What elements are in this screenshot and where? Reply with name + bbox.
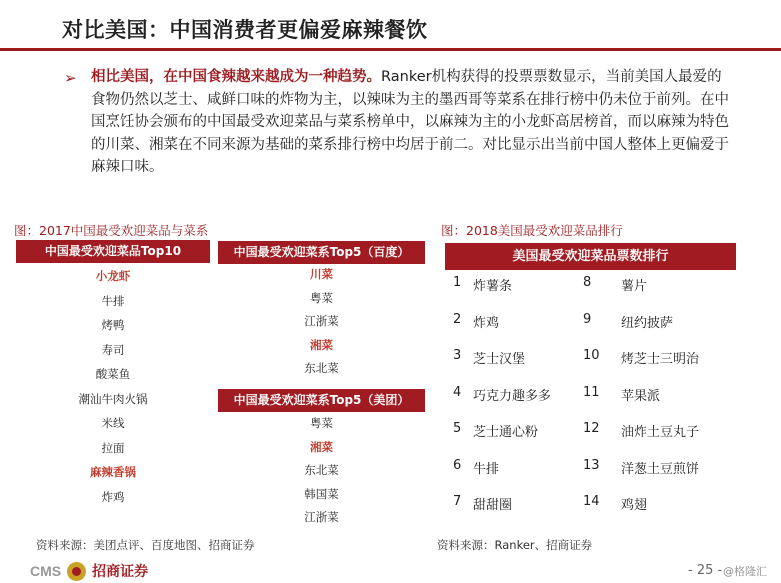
figure-caption-left: 图：2017中国最受欢迎菜品与菜系 (14, 223, 209, 238)
list-item: 东北菜 (304, 463, 339, 477)
list-item: 潮汕牛肉火锅 (78, 391, 148, 406)
dish-name: 巧克力趣多多 (473, 388, 552, 404)
us-ranking-table (445, 272, 736, 527)
list-item: 酸菜鱼 (95, 367, 131, 381)
list-item: 东北菜 (304, 361, 339, 375)
rank-number: 12 (583, 421, 600, 436)
rank-number: 13 (583, 457, 600, 473)
watermark: @格隆汇 (723, 565, 767, 578)
rank-number: 10 (583, 348, 600, 363)
top10-dishes-list (16, 268, 210, 528)
logo-chinese-text: 招商证券 (92, 564, 149, 580)
meituan-cuisines-header: 中国最受欢迎菜系Top5（美团） (218, 389, 425, 412)
dish-name: 芝士通心粉 (473, 425, 539, 440)
bullet-text: Ranker机构获得的投票票数显示，当前美国人最爱的食物仍然以芝士、咸鲜口味的炸物为主，以辣味为主的墨西哥等菜系在排行榜中仍未位于前列。在中国烹饪协会颁布的中国最受欢迎菜品与菜系榜单中，以麻辣为主的小龙虾高居榜首，而以麻辣为特色的川菜、湘菜在不同来源为基础的菜系排行榜中均居于前二。对比显示出当前中国人整体上更偏爱于麻辣口味。 (91, 69, 729, 175)
rank-number: 1 (453, 275, 462, 290)
dish-name: 烤芝士三明治 (621, 352, 700, 367)
list-item: 寿司 (101, 342, 125, 357)
list-item: 拉面 (101, 440, 125, 455)
list-item: 粤菜 (310, 290, 333, 305)
list-item: 小龙虾 (95, 269, 131, 283)
bullet-paragraph (91, 66, 731, 179)
dish-name: 牛排 (473, 461, 500, 477)
rank-number: 7 (453, 494, 462, 509)
baidu-cuisines-header: 中国最受欢迎菜系Top5（百度） (218, 241, 425, 264)
list-item: 湘菜 (310, 439, 333, 454)
dish-name: 油炸土豆丸子 (621, 425, 700, 440)
list-item: 江浙菜 (304, 314, 339, 328)
list-item: 牛排 (101, 293, 125, 308)
rank-number: 9 (583, 311, 592, 327)
dish-name: 薯片 (621, 279, 648, 294)
dish-name: 鸡翅 (621, 498, 648, 513)
logo-emblem-icon (67, 562, 86, 581)
list-item: 炸鸡 (101, 489, 125, 504)
list-item: 湘菜 (310, 337, 333, 352)
rank-number: 4 (453, 384, 462, 400)
bullet-highlight: 相比美国，在中国食辣越来越成为一种趋势。 (91, 69, 381, 85)
list-item: 江浙菜 (304, 510, 339, 524)
list-item: 粤菜 (310, 416, 333, 430)
page-number: - 25 - (688, 563, 723, 578)
list-item: 米线 (101, 416, 125, 430)
logo-latin-text: CMS (30, 563, 62, 579)
rank-number: 2 (453, 311, 462, 327)
page-title: 对比美国：中国消费者更偏爱麻辣餐饮 (62, 18, 428, 42)
list-item: 韩国菜 (304, 486, 339, 501)
rank-number: 8 (583, 275, 592, 290)
rank-number: 14 (583, 494, 600, 509)
list-item: 川菜 (310, 267, 333, 281)
baidu-cuisines-list (218, 266, 425, 381)
dish-name: 炸鸡 (473, 315, 500, 331)
list-item: 麻辣香锅 (90, 465, 136, 479)
dish-name: 苹果派 (621, 388, 661, 404)
figure-caption-right: 图：2018美国最受欢迎菜品排行 (441, 223, 623, 238)
rank-number: 5 (453, 421, 462, 436)
rank-number: 3 (453, 348, 462, 363)
bullet-arrow-icon: ➢ (64, 69, 77, 87)
list-item: 烤鸭 (101, 318, 125, 332)
company-logo (30, 560, 148, 582)
top10-dishes-header: 中国最受欢迎菜品Top10 (16, 240, 210, 263)
meituan-cuisines-list (218, 415, 425, 530)
source-note-left: 资料来源：美团点评、百度地图、招商证券 (36, 538, 255, 552)
title-divider (0, 48, 781, 51)
dish-name: 炸薯条 (473, 279, 513, 294)
us-ranking-header: 美国最受欢迎菜品票数排行 (445, 243, 736, 270)
source-note-right: 资料来源：Ranker、招商证券 (437, 538, 593, 552)
rank-number: 6 (453, 457, 462, 473)
dish-name: 甜甜圈 (473, 498, 513, 513)
dish-name: 纽约披萨 (621, 315, 674, 331)
dish-name: 洋葱土豆煎饼 (621, 461, 700, 477)
rank-number: 11 (583, 384, 600, 400)
dish-name: 芝士汉堡 (473, 352, 526, 367)
